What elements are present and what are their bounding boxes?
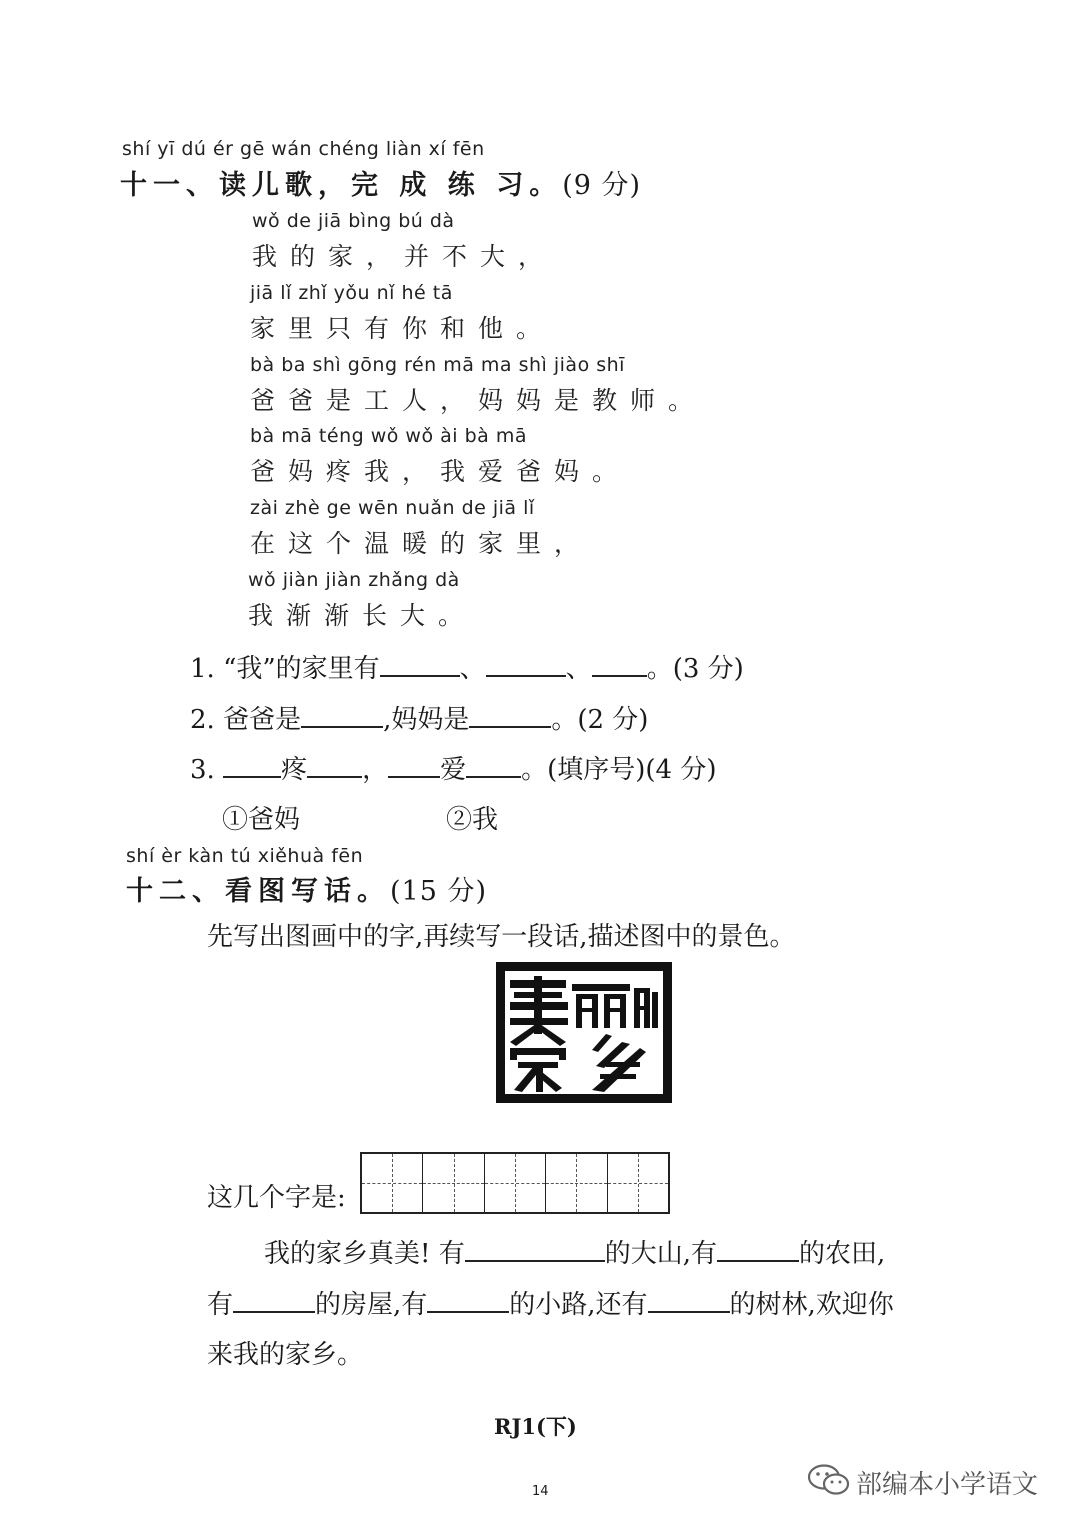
para-text: 有 <box>207 1290 234 1320</box>
para-text: 的农田, <box>798 1239 886 1269</box>
question-1 <box>190 648 744 685</box>
q1-prefix: 1. “我”的家里有 <box>190 654 380 684</box>
q3-blank-2[interactable] <box>307 752 362 778</box>
option-1: ①爸妈 <box>222 805 301 835</box>
question-3 <box>190 749 717 786</box>
blank-mountain[interactable] <box>465 1236 605 1262</box>
q2-prefix: 2. 爸爸是 <box>190 705 302 735</box>
q2-mid: ,妈妈是 <box>383 705 470 735</box>
blank-road[interactable] <box>427 1287 509 1313</box>
poem-line: 在这个温暖的家里， <box>250 529 593 558</box>
poem-line: 家里只有你和他。 <box>250 314 555 343</box>
poem-line: 爸爸是工人，妈妈是教师。 <box>250 386 707 415</box>
q3-word-1: 疼 <box>281 755 308 785</box>
q3-blank-4[interactable] <box>466 752 521 778</box>
q3-prefix: 3. <box>190 755 224 785</box>
q1-end: 。(3 分) <box>646 654 744 684</box>
q1-sep: 、 <box>565 654 592 684</box>
poem-line: 我的家，并不大， <box>252 242 557 271</box>
section11-title <box>120 163 641 202</box>
question-2 <box>190 699 648 736</box>
watermark-text: 部编本小学语文 <box>856 1470 1039 1500</box>
grid-cell[interactable] <box>362 1154 423 1212</box>
grid-cell[interactable] <box>546 1154 607 1212</box>
poem-pinyin: jiā lǐ zhǐ yǒu nǐ hé tā <box>250 282 453 304</box>
grid-cell[interactable] <box>608 1154 668 1212</box>
q1-blank-1[interactable] <box>380 651 460 677</box>
q1-blank-2[interactable] <box>486 651 566 677</box>
q1-sep: 、 <box>459 654 486 684</box>
poem-line: 我渐渐长大。 <box>248 601 477 630</box>
writing-grid[interactable] <box>360 1152 670 1214</box>
para-line-2 <box>207 1284 894 1321</box>
para-text: 我的家乡真美! 有 <box>264 1239 465 1269</box>
para-text: 的小路,还有 <box>509 1290 648 1320</box>
page-number: 14 <box>532 1484 549 1499</box>
section12-instruction: 先写出图画中的字,再续写一段话,描述图中的景色。 <box>207 922 796 952</box>
footer-code: RJ1(下) <box>494 1414 577 1439</box>
blank-forest[interactable] <box>648 1287 730 1313</box>
poem-pinyin: wǒ jiàn jiàn zhǎng dà <box>248 569 460 591</box>
q3-blank-3[interactable] <box>388 752 440 778</box>
section12-score: (15 分) <box>390 876 488 907</box>
grid-cell[interactable] <box>423 1154 484 1212</box>
poem-pinyin: bà mā téng wǒ wǒ ài bà mā <box>250 425 527 447</box>
poem-pinyin: wǒ de jiā bìng bú dà <box>252 210 455 232</box>
section12-pinyin: shí èr kàn tú xiěhuà fēn <box>126 845 364 867</box>
option-2: ②我 <box>446 805 499 835</box>
calligraphy-picture <box>496 962 672 1103</box>
wechat-icon <box>806 1463 852 1497</box>
para-text: 的房屋,有 <box>315 1290 428 1320</box>
q2-blank-2[interactable] <box>469 702 551 728</box>
poem-line: 爸妈疼我，我爱爸妈。 <box>250 457 631 486</box>
grid-label: 这几个字是: <box>207 1183 346 1213</box>
poem-pinyin: bà ba shì gōng rén mā ma shì jiào shī <box>250 354 625 376</box>
section11-score: (9 分) <box>562 170 642 201</box>
grid-cell[interactable] <box>485 1154 546 1212</box>
section12-title-text: 十二、看图写话。 <box>126 876 390 907</box>
q2-blank-1[interactable] <box>301 702 383 728</box>
para-line-3: 来我的家乡。 <box>207 1340 364 1370</box>
q3-blank-1[interactable] <box>223 752 281 778</box>
poem-pinyin: zài zhè ge wēn nuǎn de jiā lǐ <box>250 497 535 519</box>
para-text: 的树林,欢迎你 <box>729 1290 894 1320</box>
q3-sep: ， <box>362 755 389 785</box>
section12-title <box>126 869 487 908</box>
q1-blank-3[interactable] <box>592 651 647 677</box>
q2-end: 。(2 分) <box>551 705 649 735</box>
blank-house[interactable] <box>233 1287 315 1313</box>
q3-word-2: 爱 <box>440 755 467 785</box>
section11-title-text: 十一、读儿歌，完 成 练 习。 <box>120 170 563 201</box>
section11-pinyin: shí yī dú ér gē wán chéng liàn xí fēn <box>122 138 485 160</box>
para-text: 的大山,有 <box>604 1239 717 1269</box>
para-line-1 <box>264 1233 885 1270</box>
blank-field[interactable] <box>717 1236 799 1262</box>
q3-end: 。(填序号)(4 分) <box>521 755 717 785</box>
